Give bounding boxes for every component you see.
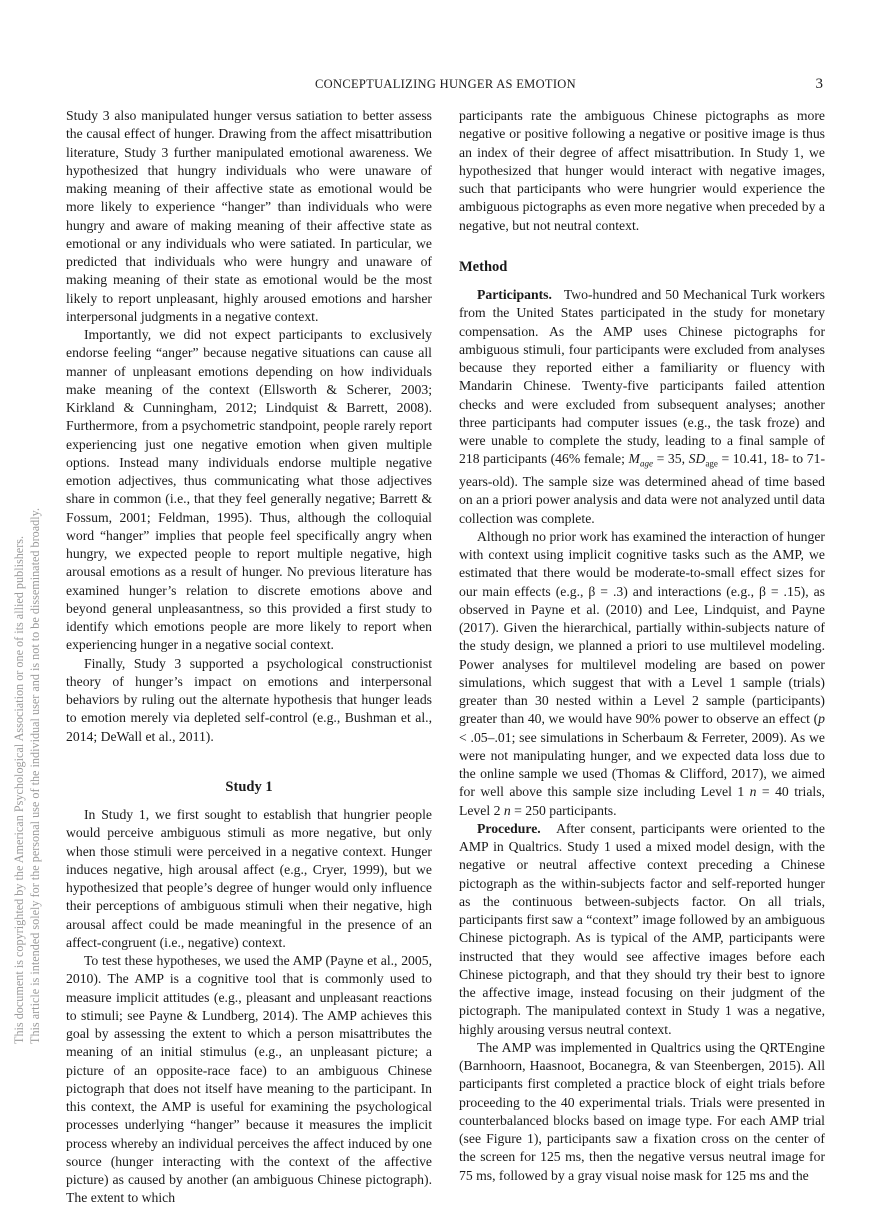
p-symbol: p	[818, 711, 825, 727]
text-segment: = 250 participants.	[510, 802, 617, 818]
text-segment: = 40 trials, Level 2	[459, 784, 825, 818]
paragraph: Importantly, we did not expect participants to exclusively endorse feeling “anger” because negative situations can cause all manner of unpleasant emotions depending on how individuals make meaning of the context (Ellsworth & Scherer, 2003; Kirkland & Cunningham, 2012; Lindquist & Barrett, 2008). Furthermore, from a psychometric standpoint, people rarely report experiencing just one negative emotion when given multiple options. Instead many individuals endorse multiple negative emotion adjectives, thus communicating what those adjectives share in common (i.e., that they feel generally negative; Barrett & Fossum, 2001; Feldman, 1995). Thus, although the colloquial word “hanger” implies that people feel specifically angry when hungry, we expected people to report multiple negative, high arousal emotions as a result of hunger. No previous literature has examined hunger’s relation to discrete emotions above and beyond general unpleasantness, so this provided a first study to identify which emotions people are more likely to report when experiencing hunger in a negative social context.	[66, 327, 432, 653]
paragraph: Finally, Study 3 supported a psychological constructionist theory of hunger’s impact on emotions and interpersonal behaviors by ruling out the alternate hypothesis that hunger leads to emotion merely via depleted self-control (e.g., Bushman et al., 2014; DeWall et al., 2011).	[66, 655, 432, 744]
sd-age-subscript: age	[705, 458, 718, 469]
m-age-symbol: M	[628, 451, 640, 467]
n-symbol: n	[503, 802, 511, 818]
section-heading-method: Method	[459, 258, 508, 275]
sd-age-symbol: SD	[688, 451, 706, 467]
m-age-subscript: age	[639, 458, 653, 469]
procedure-text: After consent, participants were oriented to the AMP in Qualtrics. Study 1 used a mixed model design, with the negative or neutral affective context preceding a Chinese pictograph as the within-subjects factor and self-reported hunger as the continuous between-subjects factor. On all trials, participants first saw a “context” image followed by an ambiguous Chinese pictograph. As is typical of the AMP, participants were instructed that they would see affective images before each Chinese pictograph, and that they should try their best to ignore the affective image, instead focusing on their judgment of the pictograph. The manipulated context in Study 1 was a negative, highly arousing versus neutral context.	[459, 820, 825, 1037]
sd-age-value: = 10.41, 18- to 71-years-old). The sample size was determined ahead of time based on an a priori power analysis and data were not analyzed until data collection was complete.	[459, 451, 826, 526]
page-number: 3	[815, 76, 823, 92]
procedure-paragraph	[459, 820, 825, 1039]
m-age-value: = 35,	[652, 451, 689, 467]
participants-text: Two-hundred and 50 Mechanical Turk workers from the United States participated in the study for monetary compensation. As the AMP uses Chinese pictographs for ambiguous stimuli, four participants were excluded from analyses because they reported either a familiarity or fluency with Mandarin Chinese. Twenty-five participants failed attention checks and were excluded from subsequent analyses; another three participants had computer issues (e.g., the task froze) and were unable to complete the study, leading to a final sample of 218 participants (46% female;	[459, 287, 825, 467]
running-head: CONCEPTUALIZING HUNGER AS EMOTION	[315, 77, 576, 91]
power-analysis-paragraph	[459, 528, 825, 820]
paragraph: participants rate the ambiguous Chinese pictographs as more negative or positive following a negative or positive image is thus an index of their degree of affect misattribution. In Study 1, we hypothesized that hunger would interact with negative images, such that participants who were hungrier would experience the ambiguous pictographs as even more negative when preceded by a negative, but not neutral context.	[459, 108, 825, 233]
paragraph: To test these hypotheses, we used the AMP (Payne et al., 2005, 2010). The AMP is a cognitive tool that is commonly used to measure implicit attitudes (e.g., pleasant and unpleasant reactions to stimuli; see Payne & Lundberg, 2014). The AMP achieves this goal by assessing the extent to which a person misattributes the meaning of an initial stimulus (e.g., an unpleasant picture; a picture of an opposite-race face) to an ambiguous Chinese pictograph that does not itself have meaning to the participant. In this context, the AMP is useful for examining the psychological processes underlying “hanger” because it measures the implicit process whereby an individual perceives the affect induced by one source (hunger interacting with the context of the affective picture) as caused by another (an ambiguous Chinese pictograph). The extent to which	[66, 953, 432, 1206]
left-column	[66, 107, 432, 1208]
n-symbol: n	[749, 784, 757, 800]
run-in-heading-procedure: Procedure.	[477, 820, 541, 836]
participants-paragraph	[459, 286, 825, 528]
paragraph: In Study 1, we first sought to establish that hungrier people would perceive ambiguous stimuli as more negative, but only when those stimuli were perceived in a negative context. Hunger induces negative, high arousal affect (e.g., Cryer, 1999), but we hypothesized that people’s degree of hunger would only influence their perceptions of ambiguous stimuli when their negative, high arousal affect could be made meaningful in the presence of an affect-congruent (i.e., negative) context.	[66, 807, 432, 950]
text-segment: < .05–.01; see simulations in Scherbaum & Ferreter, 2009). As we were not manipulating hunger, and we expected data loss due to the online sample we used (Thomas & Clifford, 2017), we aimed for well above this sample size including Level 1	[459, 729, 825, 800]
text-segment: Although no prior work has examined the interaction of hunger with context using implicit cognitive tasks such as the AMP, we estimated that there would be moderate-to-small effect sizes for our main effects (e.g., β = .3) and interactions (e.g., β = .15), as observed in Payne et al. (2010) and Lee, Lindquist, and Payne (2017). Given the hierarchical, partially within-subjects nature of the study design, we planned a priori to use multilevel modeling. Power analyses for multilevel modeling are based on power simulations, which suggest that with a Level 1 sample (trials) greater than 30 nested within a Level 2 sample (participants) greater than 40, we would have 90% power to observe an effect (	[459, 528, 825, 727]
right-column	[459, 107, 825, 1185]
paragraph: Study 3 also manipulated hunger versus satiation to better assess the causal effect of hunger. Drawing from the affect misattribution literature, Study 3 further manipulated emotional awareness. We hypothesized that hungry individuals who were unaware of making meaning of their affective state as emotional would be more likely to experience “hanger” than individuals who were hungry and aware of making meaning of their affective state as emotional or any individuals who were satiated. In particular, we predicted that individuals who were hungry and unaware of making meaning of their state as emotional would be the most likely to report unpleasant, highly aroused emotions and harsher interpersonal judgments in a negative context.	[66, 108, 432, 324]
section-heading-study-1: Study 1	[225, 778, 273, 795]
copyright-watermark	[0, 0, 40, 1200]
watermark-line-1: This document is copyrighted by the American Psychological Association or one of its allied publishers.	[12, 535, 26, 1044]
paragraph: The AMP was implemented in Qualtrics using the QRTEngine (Barnhoorn, Haasnoot, Bocanegra, & van Steenbergen, 2015). All participants first completed a practice block of eight trials before proceeding to the 40 experimental trials. Trials were presented in counterbalanced blocks based on image type. For each AMP trial (see Figure 1), participants saw a fixation cross on the center of the screen for 125 ms, then the negative versus neutral image for 75 ms, followed by a gray visual noise mask for 125 ms and the	[459, 1039, 825, 1183]
run-in-heading-participants: Participants.	[477, 287, 552, 302]
watermark-line-2: This article is intended solely for the personal use of the individual user and is not to be disseminated broadly.	[28, 507, 42, 1044]
